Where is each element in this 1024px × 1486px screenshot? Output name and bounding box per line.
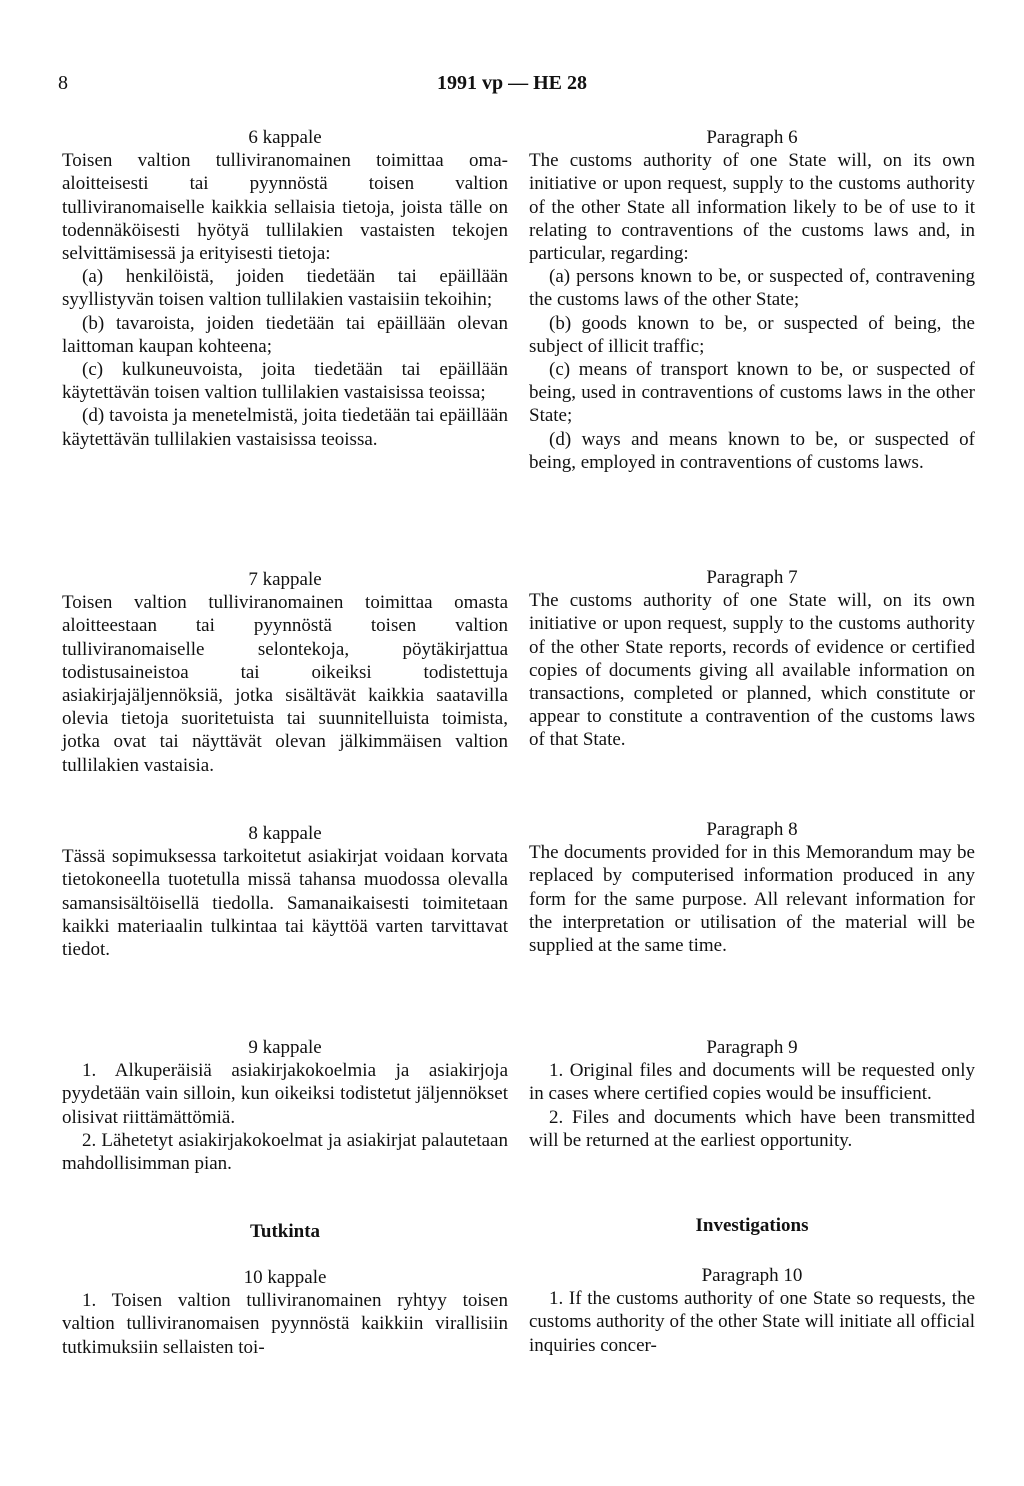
section-heading: Paragraph 6 <box>706 127 798 148</box>
list-item: (a) persons known to be, or suspected of, contravening the customs laws of the other State; <box>529 266 975 311</box>
list-item: 1. If the customs authority of one State so requests, the customs authority of the other State will initiate all official inquiries concer- <box>529 1288 975 1356</box>
paragraph-text: Toisen valtion tulliviranomainen toimittaa omasta aloitteestaan tai pyynnöstä toisen valtion tulliviranomaiselle selontekoja, pöytäkirjattua todistusaineistoa tai oikeiksi todistettuja asiakirjajäljennöksiä, jotka sisältävät kaikkia saatavilla olevia tietoja suoritetuista tai suunnitelluista toimista, jotka ovat tai näyttävät olevan jälkimmäisen valtion tullilakien vastaisia. <box>62 592 508 776</box>
fi-section-6 <box>62 126 508 451</box>
section-heading: 10 kappale <box>243 1267 327 1288</box>
list-item: (c) means of transport known to be, or suspected of being, used in contraventions of customs laws in the other State; <box>529 359 975 427</box>
list-item: (c) kulkuneuvoista, joita tiedetään tai epäillään käytettävän toisen valtion tullilakien vastaisissa teoissa; <box>62 359 508 404</box>
paragraph-text: Toisen valtion tulliviranomainen toimittaa oma-aloitteisesti tai pyynnöstä toisen valtion tulliviranomaiselle kaikkia sellaisia tietoja, joista tälle on todennäköisesti hyötyä tullilakien vastaisten tekojen selvittämisessä ja erityisesti tietoja: <box>62 150 508 265</box>
page-number: 8 <box>58 72 68 94</box>
list-item: 2. Lähetetyt asiakirjakokoelmat ja asiakirjat palautetaan mahdollisimman pian. <box>62 1129 508 1175</box>
fi-section-8 <box>62 822 508 961</box>
fi-section-title: Tutkinta <box>249 1221 321 1242</box>
list-item: 1. Original files and documents will be requested only in cases where certified copies would be insufficient. <box>529 1060 975 1105</box>
fi-section-9 <box>62 1036 508 1175</box>
en-section-9 <box>529 1036 975 1152</box>
en-section-title: Investigations <box>695 1215 809 1236</box>
paragraph-text: The customs authority of one State will, on its own initiative or upon request, supply to the customs authority of the other State reports, records of evidence or certified copies of documents giving all available information on transactions, completed or planned, which constitute or appear to constitute a contravention of the customs laws of that State. <box>529 590 975 751</box>
list-item: (d) ways and means known to be, or suspected of being, employed in contraventions of customs laws. <box>529 428 975 473</box>
section-heading: Paragraph 10 <box>701 1265 803 1286</box>
en-section-7 <box>529 566 975 752</box>
paragraph-text: Tässä sopimuksessa tarkoitetut asiakirjat voidaan korvata tietokoneella tuotetulla missä tahansa muodossa olevalla samansisältöisellä tiedolla. Samanaikaisesti toimitetaan kaikki materiaalin tulkintaa tai käyttöä varten tarvittavat tiedot. <box>62 846 508 961</box>
fi-section-10 <box>62 1266 508 1359</box>
section-heading: Paragraph 8 <box>706 819 798 840</box>
list-item: 1. Alkuperäisiä asiakirjakokoelmia ja asiakirjoja pyydetään vain silloin, kun oikeiksi todistetut jäljennökset olisivat riittämättömiä. <box>62 1060 508 1128</box>
list-item: (d) tavoista ja menetelmistä, joita tiedetään tai epäillään käytettävän tullilakien vastaisissa teoissa. <box>62 405 508 450</box>
list-item: (b) tavaroista, joiden tiedetään tai epäillään olevan laittoman kaupan kohteena; <box>62 312 508 357</box>
list-item: 1. Toisen valtion tulliviranomainen ryhtyy toisen valtion tulliviranomaisen pyynnöstä kaikkiin virallisiin tutkimuksiin sellaisten toi- <box>62 1290 508 1358</box>
section-heading: 7 kappale <box>248 569 322 590</box>
en-section-8 <box>529 818 975 957</box>
section-heading: Paragraph 7 <box>706 567 798 588</box>
section-heading: Paragraph 9 <box>706 1037 798 1058</box>
en-section-6 <box>529 126 975 474</box>
paragraph-text: The documents provided for in this Memorandum may be replaced by computerised information produced in any form for the same purpose. All relevant information for the interpretation or utilisation of the material will be supplied at the same time. <box>529 842 975 957</box>
page-header: 1991 vp — HE 28 <box>436 72 588 94</box>
fi-section-7 <box>62 568 508 777</box>
list-item: (b) goods known to be, or suspected of being, the subject of illicit traffic; <box>529 312 975 357</box>
en-section-10 <box>529 1264 975 1357</box>
section-heading: 9 kappale <box>248 1037 322 1058</box>
list-item: (a) henkilöistä, joiden tiedetään tai epäillään syyllistyvän toisen valtion tullilakien vastaisiin tekoihin; <box>62 266 508 311</box>
paragraph-text: The customs authority of one State will, on its own initiative or upon request, supply to the customs authority of the other State all information likely to be of use to it relating to contraventions of the customs laws and, in particular, regarding: <box>529 150 975 265</box>
list-item: 2. Files and documents which have been transmitted will be returned at the earliest opportunity. <box>529 1106 975 1151</box>
section-heading: 6 kappale <box>248 127 322 148</box>
section-heading: 8 kappale <box>248 823 322 844</box>
